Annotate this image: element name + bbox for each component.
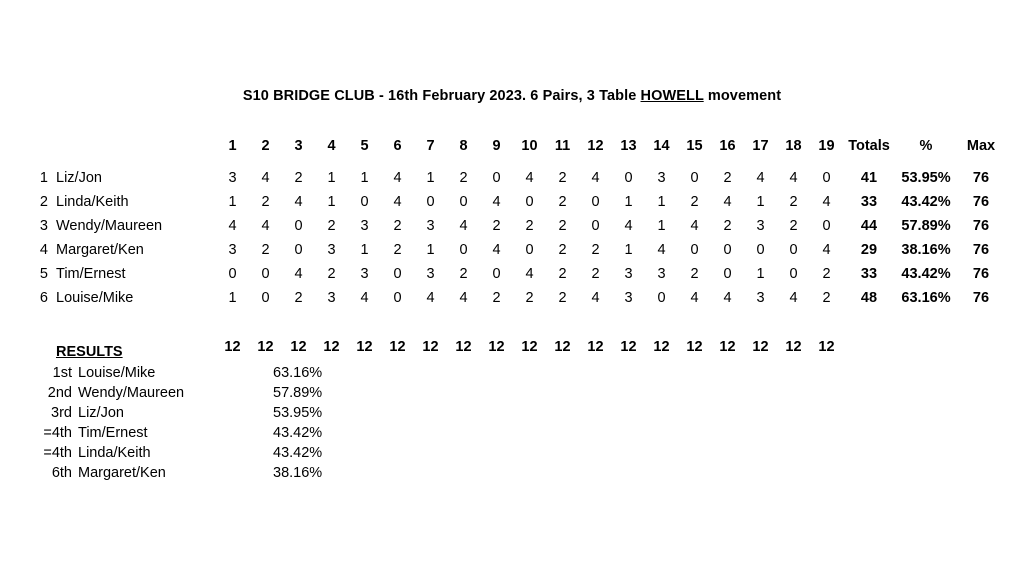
cell-board-13: 4 (624, 218, 633, 234)
row-max: 76 (972, 218, 990, 234)
row-percent: 53.95% (901, 170, 951, 186)
cell-board-5: 3 (360, 218, 369, 234)
cell-board-14: 0 (657, 290, 666, 306)
row-max: 76 (972, 290, 990, 306)
cell-board-2: 2 (261, 242, 270, 258)
cell-board-17: 1 (756, 194, 765, 210)
cell-board-15: 2 (690, 266, 699, 282)
cell-board-2: 2 (261, 194, 270, 210)
cell-board-16: 0 (723, 242, 732, 258)
cell-board-3: 4 (294, 194, 303, 210)
cell-board-14: 3 (657, 170, 666, 186)
cell-board-10: 4 (525, 170, 534, 186)
header-board-10: 10 (521, 138, 538, 154)
cell-board-6: 0 (393, 290, 402, 306)
cell-board-11: 2 (558, 266, 567, 282)
cell-board-7: 4 (426, 290, 435, 306)
cell-board-8: 4 (459, 290, 468, 306)
coltotal-board-7: 12 (422, 339, 439, 355)
cell-board-16: 2 (723, 218, 732, 234)
cell-board-14: 1 (657, 194, 666, 210)
cell-board-6: 4 (393, 170, 402, 186)
coltotal-board-6: 12 (389, 339, 406, 355)
cell-board-5: 1 (360, 242, 369, 258)
result-pair-name: Louise/Mike (78, 365, 156, 381)
cell-board-4: 3 (327, 290, 336, 306)
cell-board-11: 2 (558, 242, 567, 258)
result-position: 1st (52, 365, 72, 381)
results-table-body (20, 365, 322, 485)
list-item (20, 445, 322, 465)
header-board-8: 8 (459, 138, 468, 154)
result-score: 43.42% (273, 445, 323, 461)
row-max: 76 (972, 266, 990, 282)
header-board-15: 15 (686, 138, 703, 154)
cell-board-11: 2 (558, 290, 567, 306)
header-board-11: 11 (554, 138, 571, 154)
cell-board-9: 4 (492, 242, 501, 258)
cell-board-5: 4 (360, 290, 369, 306)
cell-board-17: 3 (756, 218, 765, 234)
header-board-19: 19 (818, 138, 835, 154)
cell-board-15: 4 (690, 290, 699, 306)
coltotal-board-4: 12 (323, 339, 340, 355)
cell-board-18: 4 (789, 170, 798, 186)
row-percent: 43.42% (901, 266, 951, 282)
row-total: 29 (860, 242, 878, 258)
row-total: 33 (860, 266, 878, 282)
cell-board-1: 4 (228, 218, 237, 234)
cell-board-13: 3 (624, 266, 633, 282)
row-total: 44 (860, 218, 878, 234)
coltotal-board-18: 12 (785, 339, 802, 355)
cell-board-8: 2 (459, 266, 468, 282)
cell-board-19: 4 (822, 242, 831, 258)
result-score: 63.16% (273, 365, 323, 381)
cell-board-9: 2 (492, 218, 501, 234)
table-row (20, 170, 1005, 194)
cell-board-13: 1 (624, 242, 633, 258)
coltotal-board-16: 12 (719, 339, 736, 355)
cell-board-18: 2 (789, 218, 798, 234)
coltotal-board-12: 12 (587, 339, 604, 355)
row-rank: 2 (39, 194, 48, 210)
cell-board-19: 4 (822, 194, 831, 210)
cell-board-1: 1 (228, 194, 237, 210)
page-title-prefix: S10 BRIDGE CLUB - 16th February 2023. 6 Pairs, 3 Table (242, 88, 641, 104)
row-pair-name: Liz/Jon (56, 170, 102, 186)
result-position: 6th (51, 465, 72, 481)
cell-board-14: 1 (657, 218, 666, 234)
row-rank: 6 (39, 290, 48, 306)
results-table (20, 365, 322, 485)
table-row (20, 290, 1005, 314)
cell-board-4: 3 (327, 242, 336, 258)
cell-board-17: 4 (756, 170, 765, 186)
cell-board-16: 4 (723, 290, 732, 306)
cell-board-8: 0 (459, 242, 468, 258)
cell-board-19: 2 (822, 290, 831, 306)
cell-board-18: 0 (789, 266, 798, 282)
coltotal-board-14: 12 (653, 339, 670, 355)
header-board-7: 7 (426, 138, 435, 154)
cell-board-5: 1 (360, 170, 369, 186)
list-item (20, 365, 322, 385)
coltotal-board-15: 12 (686, 339, 703, 355)
coltotal-board-2: 12 (257, 339, 274, 355)
header-board-13: 13 (620, 138, 637, 154)
cell-board-8: 4 (459, 218, 468, 234)
cell-board-3: 0 (294, 218, 303, 234)
header-board-3: 3 (294, 138, 303, 154)
cell-board-18: 2 (789, 194, 798, 210)
cell-board-13: 0 (624, 170, 633, 186)
header-board-18: 18 (785, 138, 802, 154)
cell-board-12: 0 (591, 218, 600, 234)
result-position: =4th (43, 425, 72, 441)
header-board-6: 6 (393, 138, 402, 154)
cell-board-1: 3 (228, 242, 237, 258)
header-totals: Totals (848, 138, 890, 154)
row-rank: 5 (39, 266, 48, 282)
scores-table-body (20, 170, 1005, 363)
cell-board-12: 2 (591, 266, 600, 282)
scores-table (20, 138, 1005, 363)
coltotal-board-5: 12 (356, 339, 373, 355)
cell-board-13: 1 (624, 194, 633, 210)
table-row (20, 266, 1005, 290)
cell-board-11: 2 (558, 170, 567, 186)
cell-board-7: 3 (426, 218, 435, 234)
header-board-12: 12 (587, 138, 604, 154)
row-total: 48 (860, 290, 878, 306)
header-board-16: 16 (719, 138, 736, 154)
row-pair-name: Tim/Ernest (56, 266, 126, 282)
header-board-2: 2 (261, 138, 270, 154)
results-heading: RESULTS (56, 344, 123, 360)
header-row (20, 138, 1005, 170)
result-pair-name: Tim/Ernest (78, 425, 148, 441)
table-row (20, 218, 1005, 242)
cell-board-7: 0 (426, 194, 435, 210)
cell-board-5: 0 (360, 194, 369, 210)
coltotal-max-blank (957, 335, 1005, 363)
cell-board-6: 4 (393, 194, 402, 210)
result-score: 38.16% (273, 465, 323, 481)
page-title (0, 88, 1024, 104)
header-board-4: 4 (327, 138, 336, 154)
results-section (20, 344, 322, 485)
row-percent: 43.42% (901, 194, 951, 210)
coltotal-board-13: 12 (620, 339, 637, 355)
header-max: Max (966, 138, 996, 154)
row-max: 76 (972, 170, 990, 186)
cell-board-9: 4 (492, 194, 501, 210)
result-pair-name: Margaret/Ken (78, 465, 166, 481)
cell-board-9: 0 (492, 170, 501, 186)
cell-board-2: 4 (261, 218, 270, 234)
cell-board-10: 0 (525, 242, 534, 258)
cell-board-14: 4 (657, 242, 666, 258)
coltotal-board-17: 12 (752, 339, 769, 355)
cell-board-4: 2 (327, 266, 336, 282)
list-item (20, 405, 322, 425)
coltotal-board-19: 12 (818, 339, 835, 355)
result-pair-name: Wendy/Maureen (78, 385, 185, 401)
cell-board-3: 4 (294, 266, 303, 282)
cell-board-10: 4 (525, 266, 534, 282)
cell-board-4: 1 (327, 170, 336, 186)
cell-board-6: 2 (393, 242, 402, 258)
result-score: 57.89% (273, 385, 323, 401)
cell-board-15: 0 (690, 242, 699, 258)
list-item (20, 385, 322, 405)
result-score: 53.95% (273, 405, 323, 421)
result-position: 3rd (51, 405, 72, 421)
header-rank (20, 138, 56, 170)
spacer-row (20, 314, 1005, 335)
row-pair-name: Margaret/Ken (56, 242, 144, 258)
cell-board-7: 3 (426, 266, 435, 282)
table-row (20, 194, 1005, 218)
cell-board-16: 4 (723, 194, 732, 210)
coltotal-board-8: 12 (455, 339, 472, 355)
list-item (20, 465, 322, 485)
cell-board-4: 2 (327, 218, 336, 234)
result-pair-name: Liz/Jon (78, 405, 124, 421)
coltotal-board-10: 12 (521, 339, 538, 355)
cell-board-1: 1 (228, 290, 237, 306)
cell-board-1: 3 (228, 170, 237, 186)
header-percent: % (919, 138, 933, 154)
row-rank: 1 (39, 170, 48, 186)
cell-board-3: 0 (294, 242, 303, 258)
cell-board-8: 2 (459, 170, 468, 186)
cell-board-7: 1 (426, 170, 435, 186)
row-pair-name: Linda/Keith (56, 194, 129, 210)
header-board-17: 17 (752, 138, 769, 154)
cell-board-9: 0 (492, 266, 501, 282)
cell-board-5: 3 (360, 266, 369, 282)
coltotal-percent-blank (895, 335, 957, 363)
cell-board-3: 2 (294, 290, 303, 306)
cell-board-15: 4 (690, 218, 699, 234)
header-board-1: 1 (228, 138, 237, 154)
cell-board-11: 2 (558, 194, 567, 210)
result-position: =4th (43, 445, 72, 461)
table-row (20, 242, 1005, 266)
cell-board-19: 0 (822, 218, 831, 234)
cell-board-12: 4 (591, 290, 600, 306)
row-total: 33 (860, 194, 878, 210)
cell-board-6: 2 (393, 218, 402, 234)
cell-board-3: 2 (294, 170, 303, 186)
row-total: 41 (860, 170, 878, 186)
cell-board-12: 0 (591, 194, 600, 210)
list-item (20, 425, 322, 445)
cell-board-2: 0 (261, 266, 270, 282)
row-max: 76 (972, 242, 990, 258)
cell-board-18: 4 (789, 290, 798, 306)
cell-board-19: 2 (822, 266, 831, 282)
row-rank: 3 (39, 218, 48, 234)
cell-board-11: 2 (558, 218, 567, 234)
cell-board-12: 2 (591, 242, 600, 258)
cell-board-13: 3 (624, 290, 633, 306)
cell-board-4: 1 (327, 194, 336, 210)
cell-board-17: 1 (756, 266, 765, 282)
header-pair-name (56, 138, 216, 170)
cell-board-7: 1 (426, 242, 435, 258)
page-title-movement: HOWELL (640, 88, 704, 104)
row-pair-name: Louise/Mike (56, 290, 134, 306)
cell-board-17: 3 (756, 290, 765, 306)
row-pair-name: Wendy/Maureen (56, 218, 163, 234)
cell-board-16: 2 (723, 170, 732, 186)
coltotal-board-3: 12 (290, 339, 307, 355)
scores-table-header (20, 138, 1005, 170)
row-percent: 38.16% (901, 242, 951, 258)
cell-board-14: 3 (657, 266, 666, 282)
header-board-9: 9 (492, 138, 501, 154)
cell-board-6: 0 (393, 266, 402, 282)
page-title-suffix: movement (703, 88, 782, 104)
cell-board-19: 0 (822, 170, 831, 186)
row-max: 76 (972, 194, 990, 210)
cell-board-8: 0 (459, 194, 468, 210)
cell-board-2: 0 (261, 290, 270, 306)
header-board-5: 5 (360, 138, 369, 154)
header-board-14: 14 (653, 138, 670, 154)
coltotal-total-blank (843, 335, 895, 363)
result-position: 2nd (47, 385, 72, 401)
coltotal-board-9: 12 (488, 339, 505, 355)
coltotal-board-1: 12 (224, 339, 241, 355)
coltotal-board-11: 12 (554, 339, 571, 355)
cell-board-15: 0 (690, 170, 699, 186)
row-rank: 4 (39, 242, 48, 258)
cell-board-9: 2 (492, 290, 501, 306)
row-percent: 57.89% (901, 218, 951, 234)
cell-board-10: 2 (525, 218, 534, 234)
cell-board-18: 0 (789, 242, 798, 258)
cell-board-17: 0 (756, 242, 765, 258)
cell-board-1: 0 (228, 266, 237, 282)
cell-board-10: 0 (525, 194, 534, 210)
cell-board-2: 4 (261, 170, 270, 186)
row-percent: 63.16% (901, 290, 951, 306)
result-score: 43.42% (273, 425, 323, 441)
cell-board-16: 0 (723, 266, 732, 282)
result-pair-name: Linda/Keith (78, 445, 151, 461)
cell-board-10: 2 (525, 290, 534, 306)
cell-board-15: 2 (690, 194, 699, 210)
cell-board-12: 4 (591, 170, 600, 186)
spacer-cell (20, 314, 957, 335)
